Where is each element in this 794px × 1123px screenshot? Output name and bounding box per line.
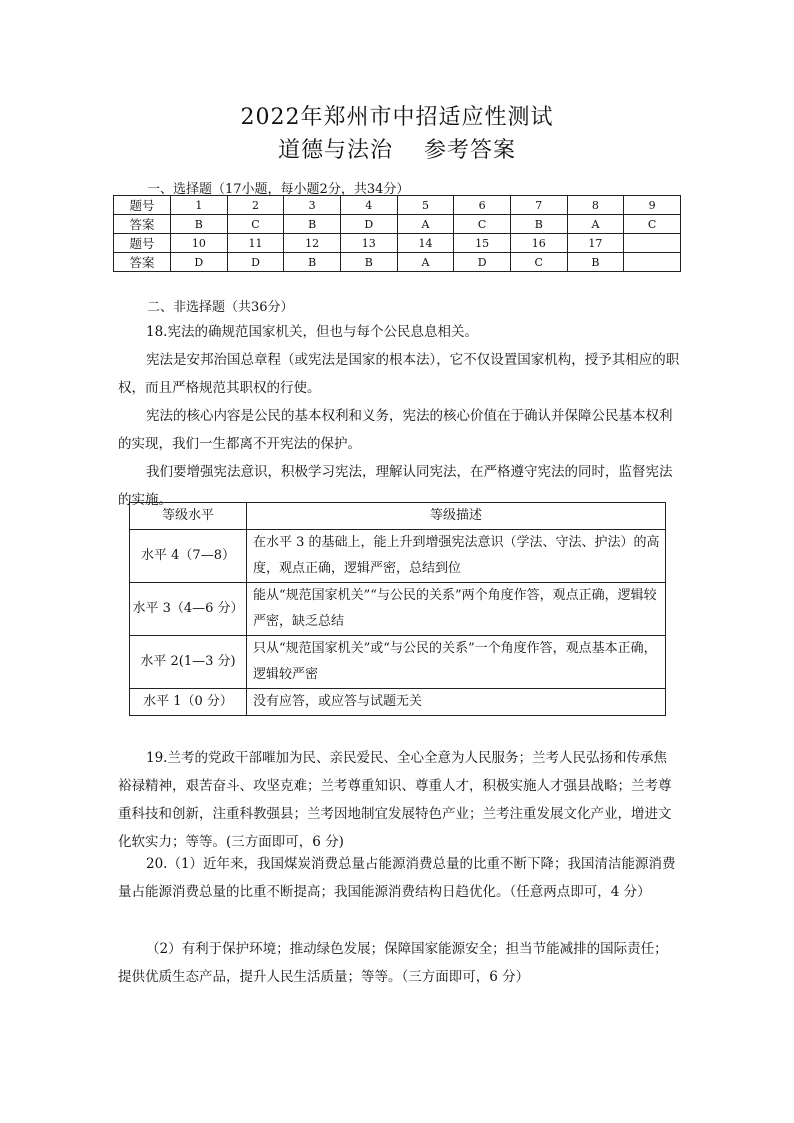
level-row [130, 530, 666, 583]
document-title: 2022年郑州市中招适应性测试 [240, 105, 554, 130]
level-row [130, 636, 666, 689]
question-number: 6 [454, 196, 511, 215]
question-number: 12 [284, 234, 341, 253]
answer-cell: A [397, 215, 454, 234]
question-number: 15 [454, 234, 511, 253]
answer-cell: B [284, 215, 341, 234]
section1-heading: 一、选择题（17小题，每小题2分，共34分） [147, 182, 410, 197]
question-number: 3 [284, 196, 341, 215]
row-label-number: 题号 [114, 196, 171, 215]
question-number: 7 [510, 196, 567, 215]
question-number: 1 [171, 196, 228, 215]
question-number: 2 [227, 196, 284, 215]
question-number: 4 [340, 196, 397, 215]
question-number: 11 [227, 234, 284, 253]
question-20-part2-answer: （2）有利于保护环境；推动绿色发展；保障国家能源安全；担当节能减排的国际责任；提供优质生态产品，提升人民生活质量；等等。（三方面即可，6 分） [118, 941, 668, 985]
question-number: 8 [567, 196, 624, 215]
q18-paragraph-1: 18.宪法的确规范国家机关，但也与每个公民息息相关。 [146, 324, 478, 340]
answer-table-answer-row [114, 253, 681, 272]
answer-cell: B [340, 253, 397, 272]
answer-cell: B [567, 253, 624, 272]
answer-table-number-row [114, 234, 681, 253]
answer-table-number-row [114, 196, 681, 215]
question-number: 17 [567, 234, 624, 253]
answer-cell: C [624, 215, 681, 234]
answer-cell: C [510, 253, 567, 272]
answer-cell: D [454, 253, 511, 272]
answer-cell: B [171, 215, 228, 234]
q18-paragraph-3: 宪法的核心内容是公民的基本权利和义务，宪法的核心价值在于确认并保障公民基本权利的实现，我们一生都离不开宪法的保护。 [118, 408, 673, 452]
answer-cell: D [340, 215, 397, 234]
q18-paragraph-2: 宪法是安邦治国总章程（或宪法是国家的根本法），它不仅设置国家机构，授予其相应的职权，而且严格规范其职权的行使。 [118, 352, 680, 396]
row-label-number: 题号 [114, 234, 171, 253]
level-row [130, 689, 666, 716]
level-table-header-row [130, 503, 666, 530]
answer-table [113, 195, 681, 272]
level-description: 没有应答，或应答与试题无关 [247, 689, 666, 716]
answer-cell: C [454, 215, 511, 234]
answer-cell: B [510, 215, 567, 234]
level-row [130, 583, 666, 636]
answer-cell: D [171, 253, 228, 272]
question-number: 14 [397, 234, 454, 253]
answer-cell: D [227, 253, 284, 272]
answer-cell: B [284, 253, 341, 272]
answer-cell [624, 253, 681, 272]
question-19-answer: 19.兰考的党政干部嗺加为民、亲民爱民、全心全意为人民服务；兰考人民弘扬和传承焦裕禄精神，艰苦奋斗、攻坚克难；兰考尊重知识、尊重人才，积极实施人才强县战略；兰考尊重科技和创新，注重科教强县；兰考因地制宜发展特色产业；兰考注重发展文化产业，增进文化软实力；等等。(三方面即可，6 分) [118, 750, 672, 850]
row-label-answer: 答案 [114, 215, 171, 234]
level-name: 水平 3（4—6 分） [130, 583, 247, 636]
grading-level-table [129, 502, 666, 716]
row-label-answer: 答案 [114, 253, 171, 272]
question-number [624, 234, 681, 253]
q18-paragraph-4: 我们要增强宪法意识，积极学习宪法，理解认同宪法，在严格遵守宪法的同时，监督宪法的实施。 [118, 464, 673, 508]
document-subtitle: 道德与法治 参考答案 [278, 138, 516, 163]
question-number: 10 [171, 234, 228, 253]
section2-heading: 二、非选择题（共36分） [147, 300, 294, 315]
question-number: 13 [340, 234, 397, 253]
level-description: 在水平 3 的基础上，能上升到增强宪法意识（学法、守法、护法）的高度，观点正确，逻辑严密，总结到位 [247, 530, 666, 583]
question-20-part1-answer: 20.（1）近年来，我国煤炭消费总量占能源消费总量的比重不断下降；我国清洁能源消费量占能源消费总量的比重不断提高；我国能源消费结构日趋优化。（任意两点即可，4 分） [118, 856, 676, 900]
level-name: 水平 1（0 分） [130, 689, 247, 716]
answer-cell: C [227, 215, 284, 234]
header-level: 等级水平 [130, 503, 247, 530]
level-name: 水平 2(1—3 分) [130, 636, 247, 689]
question-number: 9 [624, 196, 681, 215]
question-number: 5 [397, 196, 454, 215]
header-description: 等级描述 [247, 503, 666, 530]
answer-table-answer-row [114, 215, 681, 234]
level-name: 水平 4（7—8） [130, 530, 247, 583]
question-number: 16 [510, 234, 567, 253]
answer-cell: A [567, 215, 624, 234]
answer-cell: A [397, 253, 454, 272]
level-description: 只从“规范国家机关”或“与公民的关系”一个角度作答，观点基本正确，逻辑较严密 [247, 636, 666, 689]
question-18-answer [118, 318, 680, 514]
level-description: 能从“规范国家机关”“与公民的关系”两个角度作答，观点正确，逻辑较严密，缺乏总结 [247, 583, 666, 636]
